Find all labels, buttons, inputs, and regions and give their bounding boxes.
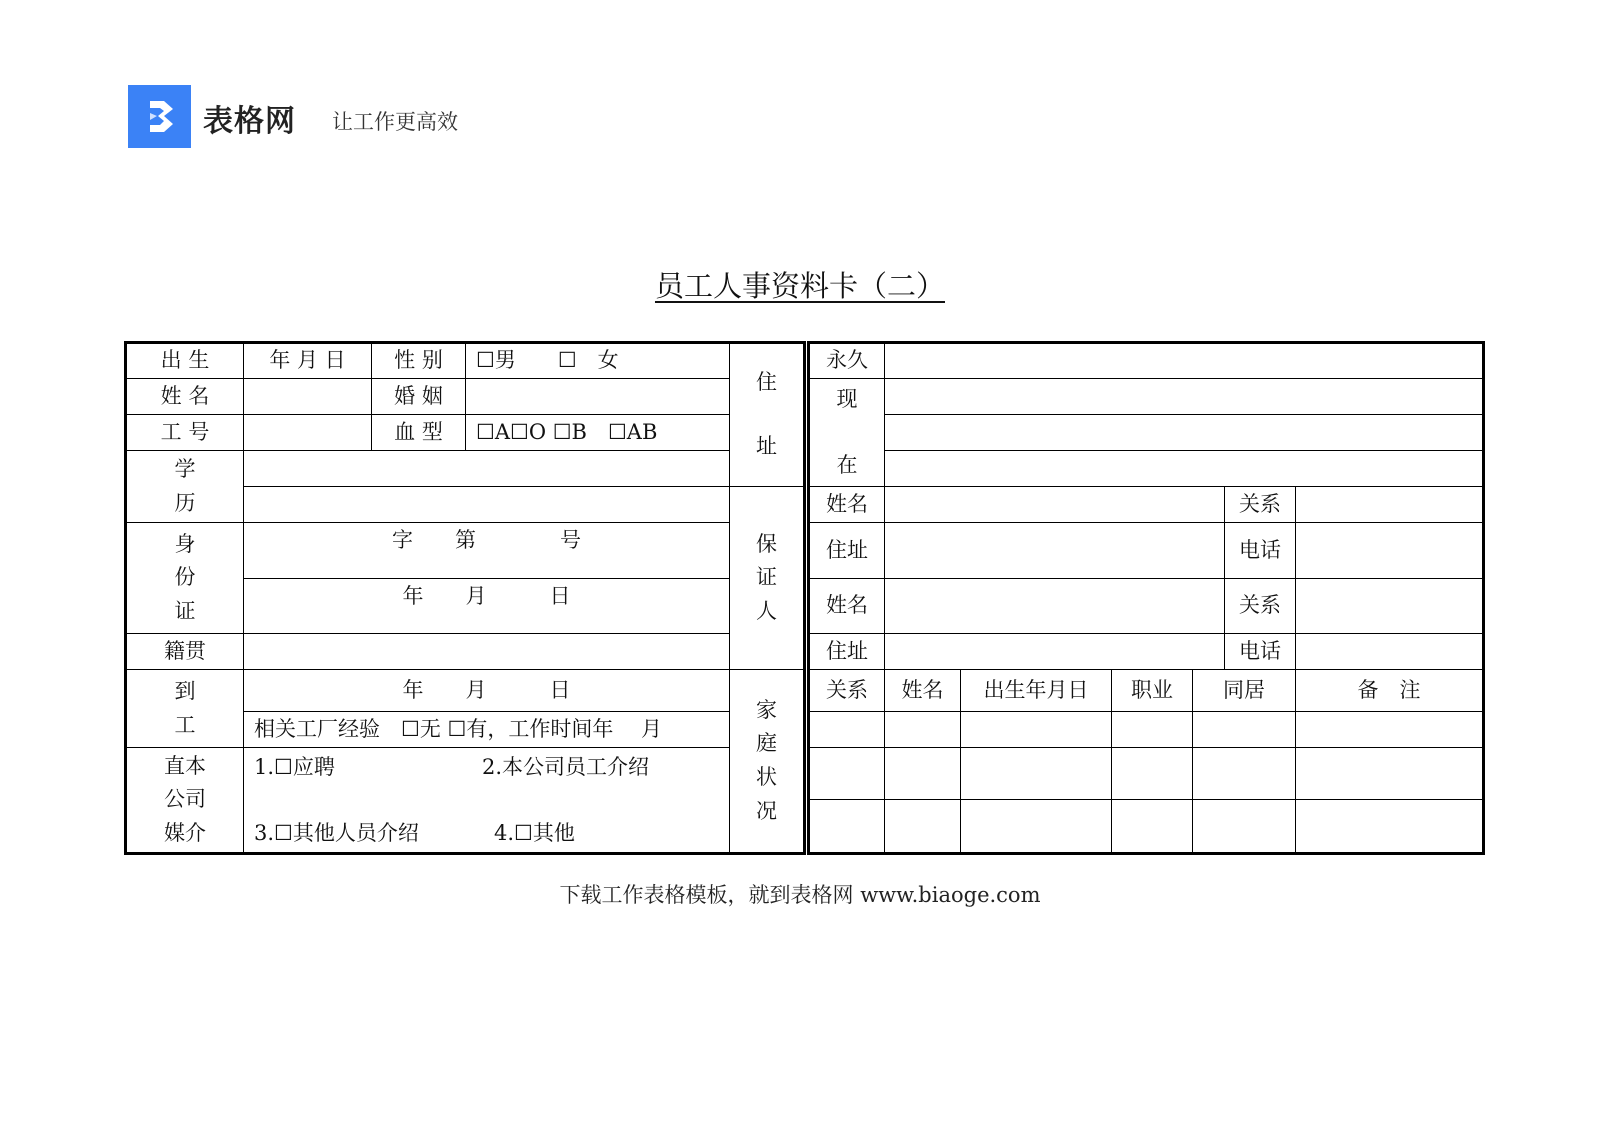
idcard-number-field[interactable]: 字 第 号 bbox=[244, 523, 730, 579]
permanent-address-field[interactable] bbox=[885, 343, 1484, 379]
guarantor2-address-field[interactable] bbox=[885, 634, 1225, 670]
factory-experience-field[interactable]: 相关工厂经验 ☐无 ☐有，工作时间年 月 bbox=[244, 712, 730, 748]
contacts-table bbox=[807, 341, 1485, 855]
family-header-name: 姓名 bbox=[885, 670, 961, 712]
birth-value[interactable]: 年 月 日 bbox=[244, 343, 372, 379]
family-label-1: 家 bbox=[756, 697, 777, 722]
name-field[interactable] bbox=[244, 379, 372, 415]
family-cell[interactable] bbox=[1296, 748, 1484, 800]
guarantor-label-3: 人 bbox=[756, 598, 777, 623]
guarantor1-name-label: 姓名 bbox=[809, 487, 885, 523]
marriage-label: 婚 姻 bbox=[372, 379, 466, 415]
idcard-label-2: 份 bbox=[174, 565, 196, 590]
family-label-3: 状 bbox=[756, 765, 777, 789]
birth-label: 出 生 bbox=[126, 343, 244, 379]
brand-name: 表格网 bbox=[203, 104, 296, 139]
education-field-1[interactable] bbox=[244, 451, 730, 487]
family-cell[interactable] bbox=[1193, 748, 1296, 800]
recruit-media-options[interactable] bbox=[244, 748, 730, 854]
family-cell[interactable] bbox=[1112, 748, 1193, 800]
guarantor2-phone-label: 电话 bbox=[1225, 634, 1296, 670]
family-cell[interactable] bbox=[1112, 800, 1193, 854]
media-option-employee-referral[interactable]: 2.本公司员工介绍 bbox=[482, 755, 650, 779]
recruit-media-label-2: 公司 bbox=[164, 787, 206, 812]
family-cell[interactable] bbox=[961, 712, 1112, 748]
education-label-cell bbox=[126, 451, 244, 523]
family-cell[interactable] bbox=[1296, 800, 1484, 854]
origin-label: 籍贯 bbox=[126, 634, 244, 670]
family-header-occupation: 职业 bbox=[1112, 670, 1193, 712]
marriage-field[interactable] bbox=[466, 379, 730, 415]
current-address-label-cell bbox=[809, 379, 885, 487]
family-cell[interactable] bbox=[809, 712, 885, 748]
guarantor2-relation-label: 关系 bbox=[1225, 579, 1296, 634]
employee-id-field[interactable] bbox=[244, 415, 372, 451]
address-label-2: 址 bbox=[756, 434, 777, 458]
family-header-birthdate: 出生年月日 bbox=[961, 670, 1112, 712]
guarantor1-address-field[interactable] bbox=[885, 523, 1225, 579]
guarantor1-relation-field[interactable] bbox=[1296, 487, 1484, 523]
idcard-date-field[interactable]: 年 月 日 bbox=[244, 579, 730, 634]
brand-slogan: 让工作更高效 bbox=[332, 110, 458, 134]
current-address-label-1: 现 bbox=[836, 387, 858, 411]
family-header-cohabit: 同居 bbox=[1193, 670, 1296, 712]
family-header-remarks: 备 注 bbox=[1296, 670, 1484, 712]
current-address-field-3[interactable] bbox=[885, 451, 1484, 487]
current-address-label-2: 在 bbox=[836, 452, 858, 477]
gender-options[interactable]: ☐男 ☐ 女 bbox=[466, 343, 730, 379]
arrival-label-1: 到 bbox=[174, 678, 196, 703]
education-field-2[interactable] bbox=[244, 487, 730, 523]
employee-id-label: 工 号 bbox=[126, 415, 244, 451]
guarantor2-address-label: 住址 bbox=[809, 634, 885, 670]
guarantor2-name-label: 姓名 bbox=[809, 579, 885, 634]
family-cell[interactable] bbox=[1193, 800, 1296, 854]
education-label-2: 历 bbox=[174, 490, 196, 515]
guarantor2-relation-field[interactable] bbox=[1296, 579, 1484, 634]
family-label-2: 庭 bbox=[756, 731, 777, 756]
recruit-media-label-1: 直本 bbox=[164, 753, 206, 778]
gender-label: 性 别 bbox=[372, 343, 466, 379]
family-cell[interactable] bbox=[885, 800, 961, 854]
idcard-label-1: 身 bbox=[174, 531, 196, 556]
media-option-other[interactable]: 4.☐其他 bbox=[494, 821, 575, 845]
arrival-date-field[interactable]: 年 月 日 bbox=[244, 670, 730, 712]
address-label-cell bbox=[730, 343, 805, 487]
idcard-label-3: 证 bbox=[174, 598, 196, 623]
family-cell[interactable] bbox=[1193, 712, 1296, 748]
guarantor1-relation-label: 关系 bbox=[1225, 487, 1296, 523]
blood-type-options[interactable]: ☐A☐O ☐B ☐AB bbox=[466, 415, 730, 451]
education-label-1: 学 bbox=[174, 456, 196, 481]
document-title-row bbox=[0, 264, 1600, 305]
guarantor-label-2: 证 bbox=[756, 565, 777, 590]
guarantor1-phone-field[interactable] bbox=[1296, 523, 1484, 579]
media-option-other-referral[interactable]: 3.☐其他人员介绍 bbox=[254, 821, 419, 845]
family-label-4: 况 bbox=[756, 798, 777, 823]
guarantor2-name-field[interactable] bbox=[885, 579, 1225, 634]
arrival-label-2: 工 bbox=[174, 712, 196, 737]
family-cell[interactable] bbox=[1296, 712, 1484, 748]
family-cell[interactable] bbox=[1112, 712, 1193, 748]
family-header-relation: 关系 bbox=[809, 670, 885, 712]
guarantor1-address-label: 住址 bbox=[809, 523, 885, 579]
footer-text: 下载工作表格模板，就到表格网 www.biaoge.com bbox=[559, 883, 1041, 907]
arrival-label-cell bbox=[126, 670, 244, 748]
guarantor1-name-field[interactable] bbox=[885, 487, 1225, 523]
family-cell[interactable] bbox=[961, 800, 1112, 854]
media-option-apply[interactable]: 1.☐应聘 bbox=[254, 755, 335, 779]
family-cell[interactable] bbox=[885, 712, 961, 748]
guarantor2-phone-field[interactable] bbox=[1296, 634, 1484, 670]
family-cell[interactable] bbox=[885, 748, 961, 800]
document-title: 员工人事资料卡（二） bbox=[654, 269, 945, 303]
recruit-media-label-3: 媒介 bbox=[164, 820, 206, 845]
address-label-1: 住 bbox=[756, 370, 777, 395]
current-address-field-2[interactable] bbox=[885, 415, 1484, 451]
guarantor1-phone-label: 电话 bbox=[1225, 523, 1296, 579]
logo-icon bbox=[128, 85, 191, 148]
recruit-media-label-cell bbox=[126, 748, 244, 854]
family-label-cell bbox=[730, 670, 805, 854]
permanent-address-label: 永久 bbox=[809, 343, 885, 379]
name-label: 姓 名 bbox=[126, 379, 244, 415]
family-cell[interactable] bbox=[809, 800, 885, 854]
idcard-label-cell bbox=[126, 523, 244, 634]
personal-info-table bbox=[124, 341, 806, 855]
guarantor-label-cell bbox=[730, 487, 805, 670]
guarantor-label-1: 保 bbox=[756, 531, 777, 556]
current-address-field-1[interactable] bbox=[885, 379, 1484, 415]
origin-field[interactable] bbox=[244, 634, 730, 670]
family-cell[interactable] bbox=[809, 748, 885, 800]
family-cell[interactable] bbox=[961, 748, 1112, 800]
blood-type-label: 血 型 bbox=[372, 415, 466, 451]
